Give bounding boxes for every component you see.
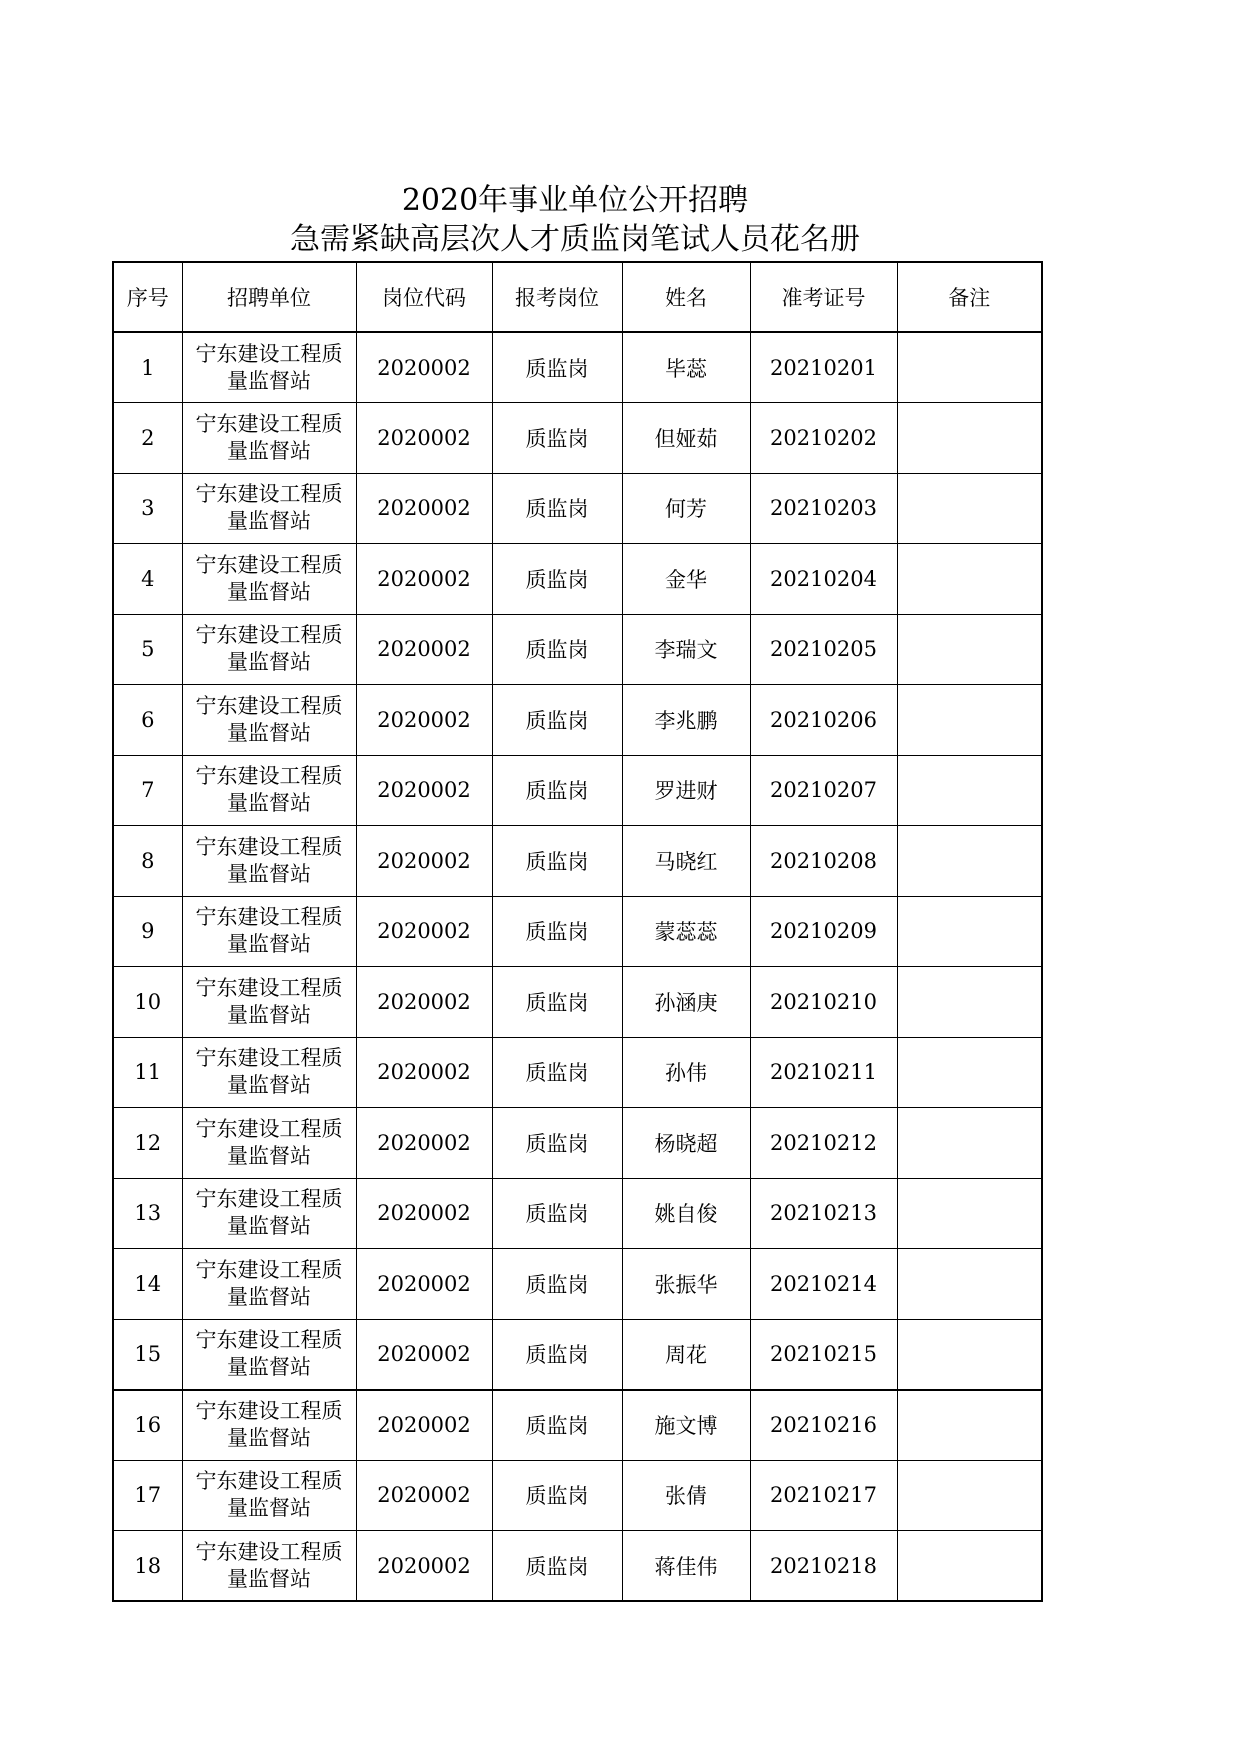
cell-unit: [182, 473, 356, 544]
unit-line-1: 宁东建设工程质: [195, 552, 343, 577]
cell-post: 质监岗: [492, 755, 622, 826]
cell-code: 2020002: [356, 544, 492, 615]
cell-no: 16: [113, 1390, 182, 1461]
unit-line-1: 宁东建设工程质: [195, 905, 343, 930]
cell-remark: [897, 967, 1042, 1038]
table-row: [113, 1390, 1042, 1461]
cell-no: 8: [113, 826, 182, 897]
unit-line-1: 宁东建设工程质: [195, 1399, 343, 1423]
cell-code: 2020002: [356, 755, 492, 826]
cell-post: 质监岗: [492, 403, 622, 474]
cell-remark: [897, 403, 1042, 474]
unit-line-1: 宁东建设工程质: [195, 1257, 343, 1282]
cell-no: 10: [113, 967, 182, 1038]
cell-name: 蒋佳伟: [622, 1531, 750, 1602]
cell-ticket: 20210215: [750, 1319, 897, 1390]
table-row: [113, 1460, 1042, 1531]
cell-remark: [897, 614, 1042, 685]
cell-code: 2020002: [356, 1319, 492, 1390]
cell-name: 蒙蕊蕊: [622, 896, 750, 967]
cell-no: 13: [113, 1178, 182, 1249]
cell-name: 张振华: [622, 1249, 750, 1320]
header-post: 报考岗位: [492, 262, 622, 332]
unit-line-1: 宁东建设工程质: [195, 411, 343, 436]
unit-line-2: 量监督站: [227, 1002, 311, 1027]
cell-unit: [182, 403, 356, 474]
cell-ticket: 20210213: [750, 1178, 897, 1249]
cell-name: 周花: [622, 1319, 750, 1390]
cell-no: 1: [113, 332, 182, 403]
roster-body: [113, 332, 1042, 1601]
cell-remark: [897, 1037, 1042, 1108]
cell-no: 3: [113, 473, 182, 544]
cell-remark: [897, 1390, 1042, 1461]
cell-name: 施文博: [622, 1390, 750, 1461]
cell-name: 但娅茹: [622, 403, 750, 474]
cell-no: 18: [113, 1531, 182, 1602]
cell-unit: [182, 1178, 356, 1249]
cell-code: 2020002: [356, 826, 492, 897]
cell-remark: [897, 1531, 1042, 1602]
cell-no: 15: [113, 1319, 182, 1390]
unit-line-1: 宁东建设工程质: [195, 341, 343, 366]
cell-code: 2020002: [356, 1037, 492, 1108]
cell-no: 12: [113, 1108, 182, 1179]
table-row: [113, 403, 1042, 474]
cell-unit: [182, 1460, 356, 1531]
cell-ticket: 20210210: [750, 967, 897, 1038]
cell-name: 何芳: [622, 473, 750, 544]
unit-line-1: 宁东建设工程质: [195, 1187, 343, 1212]
cell-code: 2020002: [356, 685, 492, 756]
unit-line-2: 量监督站: [227, 1496, 311, 1521]
cell-code: 2020002: [356, 332, 492, 403]
cell-ticket: 20210211: [750, 1037, 897, 1108]
cell-post: 质监岗: [492, 896, 622, 967]
cell-remark: [897, 1108, 1042, 1179]
cell-post: 质监岗: [492, 614, 622, 685]
cell-remark: [897, 473, 1042, 544]
unit-line-2: 量监督站: [227, 1284, 311, 1309]
unit-line-1: 宁东建设工程质: [195, 1539, 343, 1564]
unit-line-1: 宁东建设工程质: [195, 1046, 343, 1071]
unit-line-2: 量监督站: [227, 1426, 311, 1450]
table-row: [113, 685, 1042, 756]
header-remark: 备注: [897, 262, 1042, 332]
cell-remark: [897, 685, 1042, 756]
unit-line-2: 量监督站: [227, 1073, 311, 1098]
cell-no: 6: [113, 685, 182, 756]
cell-unit: [182, 1249, 356, 1320]
cell-post: 质监岗: [492, 1460, 622, 1531]
cell-unit: [182, 967, 356, 1038]
cell-code: 2020002: [356, 614, 492, 685]
cell-post: 质监岗: [492, 1390, 622, 1461]
cell-name: 毕蕊: [622, 332, 750, 403]
cell-code: 2020002: [356, 403, 492, 474]
cell-ticket: 20210218: [750, 1531, 897, 1602]
cell-unit: [182, 1108, 356, 1179]
cell-remark: [897, 755, 1042, 826]
cell-post: 质监岗: [492, 332, 622, 403]
table-row: [113, 473, 1042, 544]
cell-unit: [182, 1037, 356, 1108]
cell-post: 质监岗: [492, 473, 622, 544]
cell-ticket: 20210208: [750, 826, 897, 897]
cell-post: 质监岗: [492, 1319, 622, 1390]
unit-line-2: 量监督站: [227, 1214, 311, 1239]
cell-code: 2020002: [356, 967, 492, 1038]
unit-line-2: 量监督站: [227, 1566, 311, 1591]
table-row: [113, 896, 1042, 967]
cell-name: 金华: [622, 544, 750, 615]
cell-ticket: 20210201: [750, 332, 897, 403]
cell-ticket: 20210203: [750, 473, 897, 544]
cell-post: 质监岗: [492, 1037, 622, 1108]
cell-post: 质监岗: [492, 1108, 622, 1179]
cell-code: 2020002: [356, 1108, 492, 1179]
unit-line-1: 宁东建设工程质: [195, 1116, 343, 1141]
page-title-line-2: 急需紧缺高层次人才质监岗笔试人员花名册: [290, 222, 860, 257]
cell-remark: [897, 896, 1042, 967]
table-row: [113, 1178, 1042, 1249]
unit-line-2: 量监督站: [227, 438, 311, 463]
header-name: 姓名: [622, 262, 750, 332]
cell-code: 2020002: [356, 1390, 492, 1461]
cell-no: 2: [113, 403, 182, 474]
cell-code: 2020002: [356, 1178, 492, 1249]
header-no: 序号: [113, 262, 182, 332]
cell-remark: [897, 544, 1042, 615]
cell-ticket: 20210209: [750, 896, 897, 967]
table-row: [113, 1531, 1042, 1602]
cell-name: 马晓红: [622, 826, 750, 897]
header-ticket: 准考证号: [750, 262, 897, 332]
roster-table: [112, 261, 1043, 1602]
cell-ticket: 20210202: [750, 403, 897, 474]
cell-name: 孙伟: [622, 1037, 750, 1108]
cell-remark: [897, 1319, 1042, 1390]
table-row: [113, 1319, 1042, 1390]
cell-no: 11: [113, 1037, 182, 1108]
cell-no: 4: [113, 544, 182, 615]
unit-line-1: 宁东建设工程质: [195, 975, 343, 1000]
cell-post: 质监岗: [492, 826, 622, 897]
unit-line-1: 宁东建设工程质: [195, 482, 343, 507]
unit-line-2: 量监督站: [227, 720, 311, 745]
cell-remark: [897, 826, 1042, 897]
unit-line-2: 量监督站: [227, 368, 311, 393]
unit-line-1: 宁东建设工程质: [195, 834, 343, 859]
table-row: [113, 826, 1042, 897]
table-row: [113, 614, 1042, 685]
cell-ticket: 20210206: [750, 685, 897, 756]
table-row: [113, 1037, 1042, 1108]
page-title-line-1: 2020年事业单位公开招聘: [401, 183, 749, 218]
cell-unit: [182, 1319, 356, 1390]
cell-name: 杨晓超: [622, 1108, 750, 1179]
cell-post: 质监岗: [492, 544, 622, 615]
cell-post: 质监岗: [492, 1531, 622, 1602]
header-row: [113, 262, 1042, 332]
cell-code: 2020002: [356, 1460, 492, 1531]
cell-unit: [182, 1531, 356, 1602]
cell-unit: [182, 685, 356, 756]
cell-unit: [182, 826, 356, 897]
cell-remark: [897, 1460, 1042, 1531]
cell-code: 2020002: [356, 896, 492, 967]
cell-name: 李兆鹏: [622, 685, 750, 756]
unit-line-2: 量监督站: [227, 1143, 311, 1168]
unit-line-2: 量监督站: [227, 509, 311, 534]
unit-line-1: 宁东建设工程质: [195, 764, 343, 789]
cell-no: 7: [113, 755, 182, 826]
cell-remark: [897, 1249, 1042, 1320]
cell-unit: [182, 614, 356, 685]
cell-code: 2020002: [356, 1249, 492, 1320]
cell-name: 张倩: [622, 1460, 750, 1531]
unit-line-2: 量监督站: [227, 932, 311, 957]
cell-post: 质监岗: [492, 967, 622, 1038]
cell-ticket: 20210217: [750, 1460, 897, 1531]
cell-ticket: 20210205: [750, 614, 897, 685]
cell-name: 罗进财: [622, 755, 750, 826]
unit-line-2: 量监督站: [227, 791, 311, 816]
cell-unit: [182, 755, 356, 826]
cell-post: 质监岗: [492, 1178, 622, 1249]
table-row: [113, 967, 1042, 1038]
cell-unit: [182, 896, 356, 967]
table-row: [113, 755, 1042, 826]
cell-ticket: 20210212: [750, 1108, 897, 1179]
cell-code: 2020002: [356, 1531, 492, 1602]
cell-name: 孙涵庚: [622, 967, 750, 1038]
cell-no: 17: [113, 1460, 182, 1531]
unit-line-1: 宁东建设工程质: [195, 1469, 343, 1494]
cell-no: 5: [113, 614, 182, 685]
header-unit: 招聘单位: [182, 262, 356, 332]
unit-line-2: 量监督站: [227, 861, 311, 886]
cell-no: 14: [113, 1249, 182, 1320]
unit-line-2: 量监督站: [227, 579, 311, 604]
unit-line-1: 宁东建设工程质: [195, 1328, 343, 1352]
cell-unit: [182, 332, 356, 403]
cell-ticket: 20210214: [750, 1249, 897, 1320]
header-code: 岗位代码: [356, 262, 492, 332]
table-row: [113, 332, 1042, 403]
cell-ticket: 20210216: [750, 1390, 897, 1461]
cell-ticket: 20210204: [750, 544, 897, 615]
table-row: [113, 544, 1042, 615]
unit-line-2: 量监督站: [227, 650, 311, 675]
cell-post: 质监岗: [492, 1249, 622, 1320]
cell-unit: [182, 544, 356, 615]
cell-unit: [182, 1390, 356, 1461]
unit-line-1: 宁东建设工程质: [195, 693, 343, 718]
unit-line-2: 量监督站: [227, 1355, 311, 1379]
cell-post: 质监岗: [492, 685, 622, 756]
cell-remark: [897, 332, 1042, 403]
table-row: [113, 1108, 1042, 1179]
cell-ticket: 20210207: [750, 755, 897, 826]
cell-no: 9: [113, 896, 182, 967]
table-row: [113, 1249, 1042, 1320]
cell-remark: [897, 1178, 1042, 1249]
cell-code: 2020002: [356, 473, 492, 544]
cell-name: 李瑞文: [622, 614, 750, 685]
unit-line-1: 宁东建设工程质: [195, 623, 343, 648]
cell-name: 姚自俊: [622, 1178, 750, 1249]
